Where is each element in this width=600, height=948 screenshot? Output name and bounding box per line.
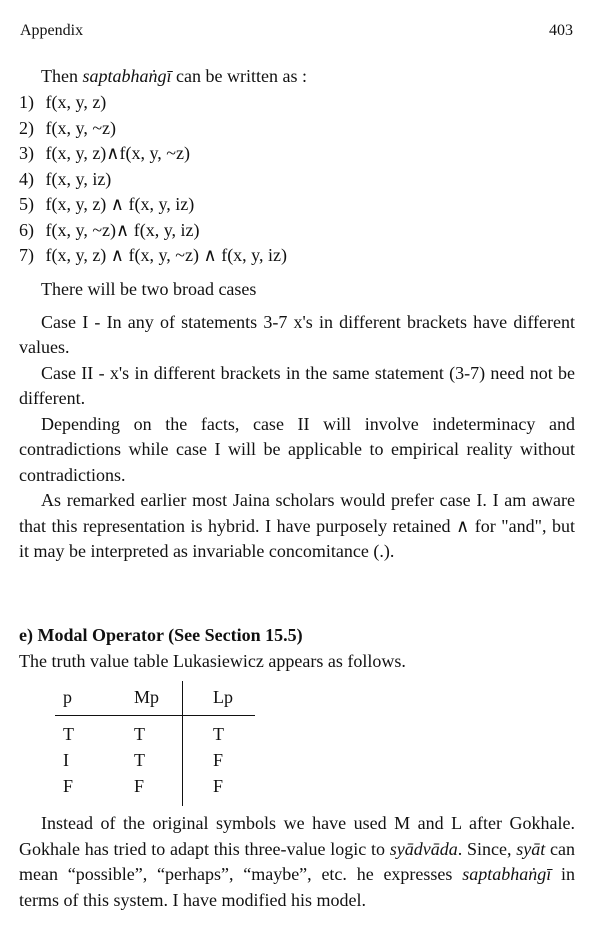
table-cell: F [213,776,224,796]
formula-expression: f(x, y, z) [45,92,107,112]
table-cell: F [63,776,74,796]
truth-table [55,681,260,806]
closing-text [19,811,575,913]
intro-line [41,64,307,88]
table-header: p [63,687,72,707]
paragraph-case-two: Case II - x's in different brackets in the same statement (3-7) need not be different. [19,362,575,408]
closing-text-part: Instead of the original symbols we have used M and L after Gokhale. Gokhale has tried to adapt this three-value logic to [19,813,575,859]
table-header: Mp [134,687,160,707]
formula-number: 6) [19,219,34,240]
running-head [20,22,573,44]
formula-expression: f(x, y, z)∧f(x, y, ~z) [45,143,191,163]
formula-expression: f(x, y, ~z)∧ f(x, y, iz) [45,219,200,240]
formula-expression: f(x, y, ~z) [45,117,117,138]
running-head-section: Appendix [20,22,84,39]
intro-text-tail: can be written as : [171,66,307,86]
intro-text: Then [41,66,83,86]
closing-term: syāt [516,838,546,859]
table-cell: I [63,750,69,770]
formula-expression: f(x, y, z) ∧ f(x, y, ~z) ∧ f(x, y, iz) [45,245,287,265]
table-cell: F [213,750,224,770]
formula-item [19,90,287,116]
table-cell: T [213,724,224,744]
paragraph-two-cases: There will be two broad cases [41,279,257,299]
table-header-rule [55,715,255,716]
closing-term: syādvāda [389,838,458,859]
page-number: 403 [549,22,573,39]
paragraph-depending: Depending on the facts, case II will involve indeterminacy and contradictions while case I will be applicable to empirical reality without contradictions. [19,413,575,485]
formula-item [19,243,287,269]
formula-item [19,141,287,167]
formula-number: 2) [19,117,34,138]
formula-item [19,167,287,193]
table-cell: T [134,750,145,770]
formula-number: 3) [19,143,34,163]
section-intro: The truth value table Lukasiewicz appears as follows. [19,651,406,671]
closing-text-part: in terms of this system. I have modified his model. [19,864,575,910]
closing-paragraph [19,811,575,913]
cases-discussion [19,277,575,565]
formula-number: 7) [19,245,34,265]
paragraph-remarked: As remarked earlier most Jaina scholars would prefer case I. I am aware that this representation is hybrid. I have purposely retained ∧ for "and", but it may be interpreted as invariable concomitance (.). [19,490,575,561]
formula-number: 5) [19,194,34,214]
section-heading: e) Modal Operator (See Section 15.5) [19,625,303,645]
formula-item [19,116,287,142]
closing-text-part: . Since, [457,838,517,859]
formula-item [19,218,287,244]
formula-list [19,90,287,269]
table-column-rule [182,681,183,806]
table-header: Lp [213,687,233,707]
closing-term: saptabhaṅgī [462,864,552,884]
formula-expression: f(x, y, z) ∧ f(x, y, iz) [45,194,195,214]
closing-text-part: can mean “possible”, “perhaps”, “maybe”, etc. he expresses [19,838,575,884]
formula-item [19,192,287,218]
table-cell: T [63,724,74,744]
table-cell: F [134,776,145,796]
intro-term: saptabhaṅgī [82,66,172,86]
formula-number: 1) [19,92,34,112]
table-cell: T [134,724,145,744]
formula-number: 4) [19,168,34,189]
paragraph-case-one: Case I - In any of statements 3-7 x's in different brackets have different values. [19,311,575,357]
formula-expression: f(x, y, iz) [45,168,112,189]
